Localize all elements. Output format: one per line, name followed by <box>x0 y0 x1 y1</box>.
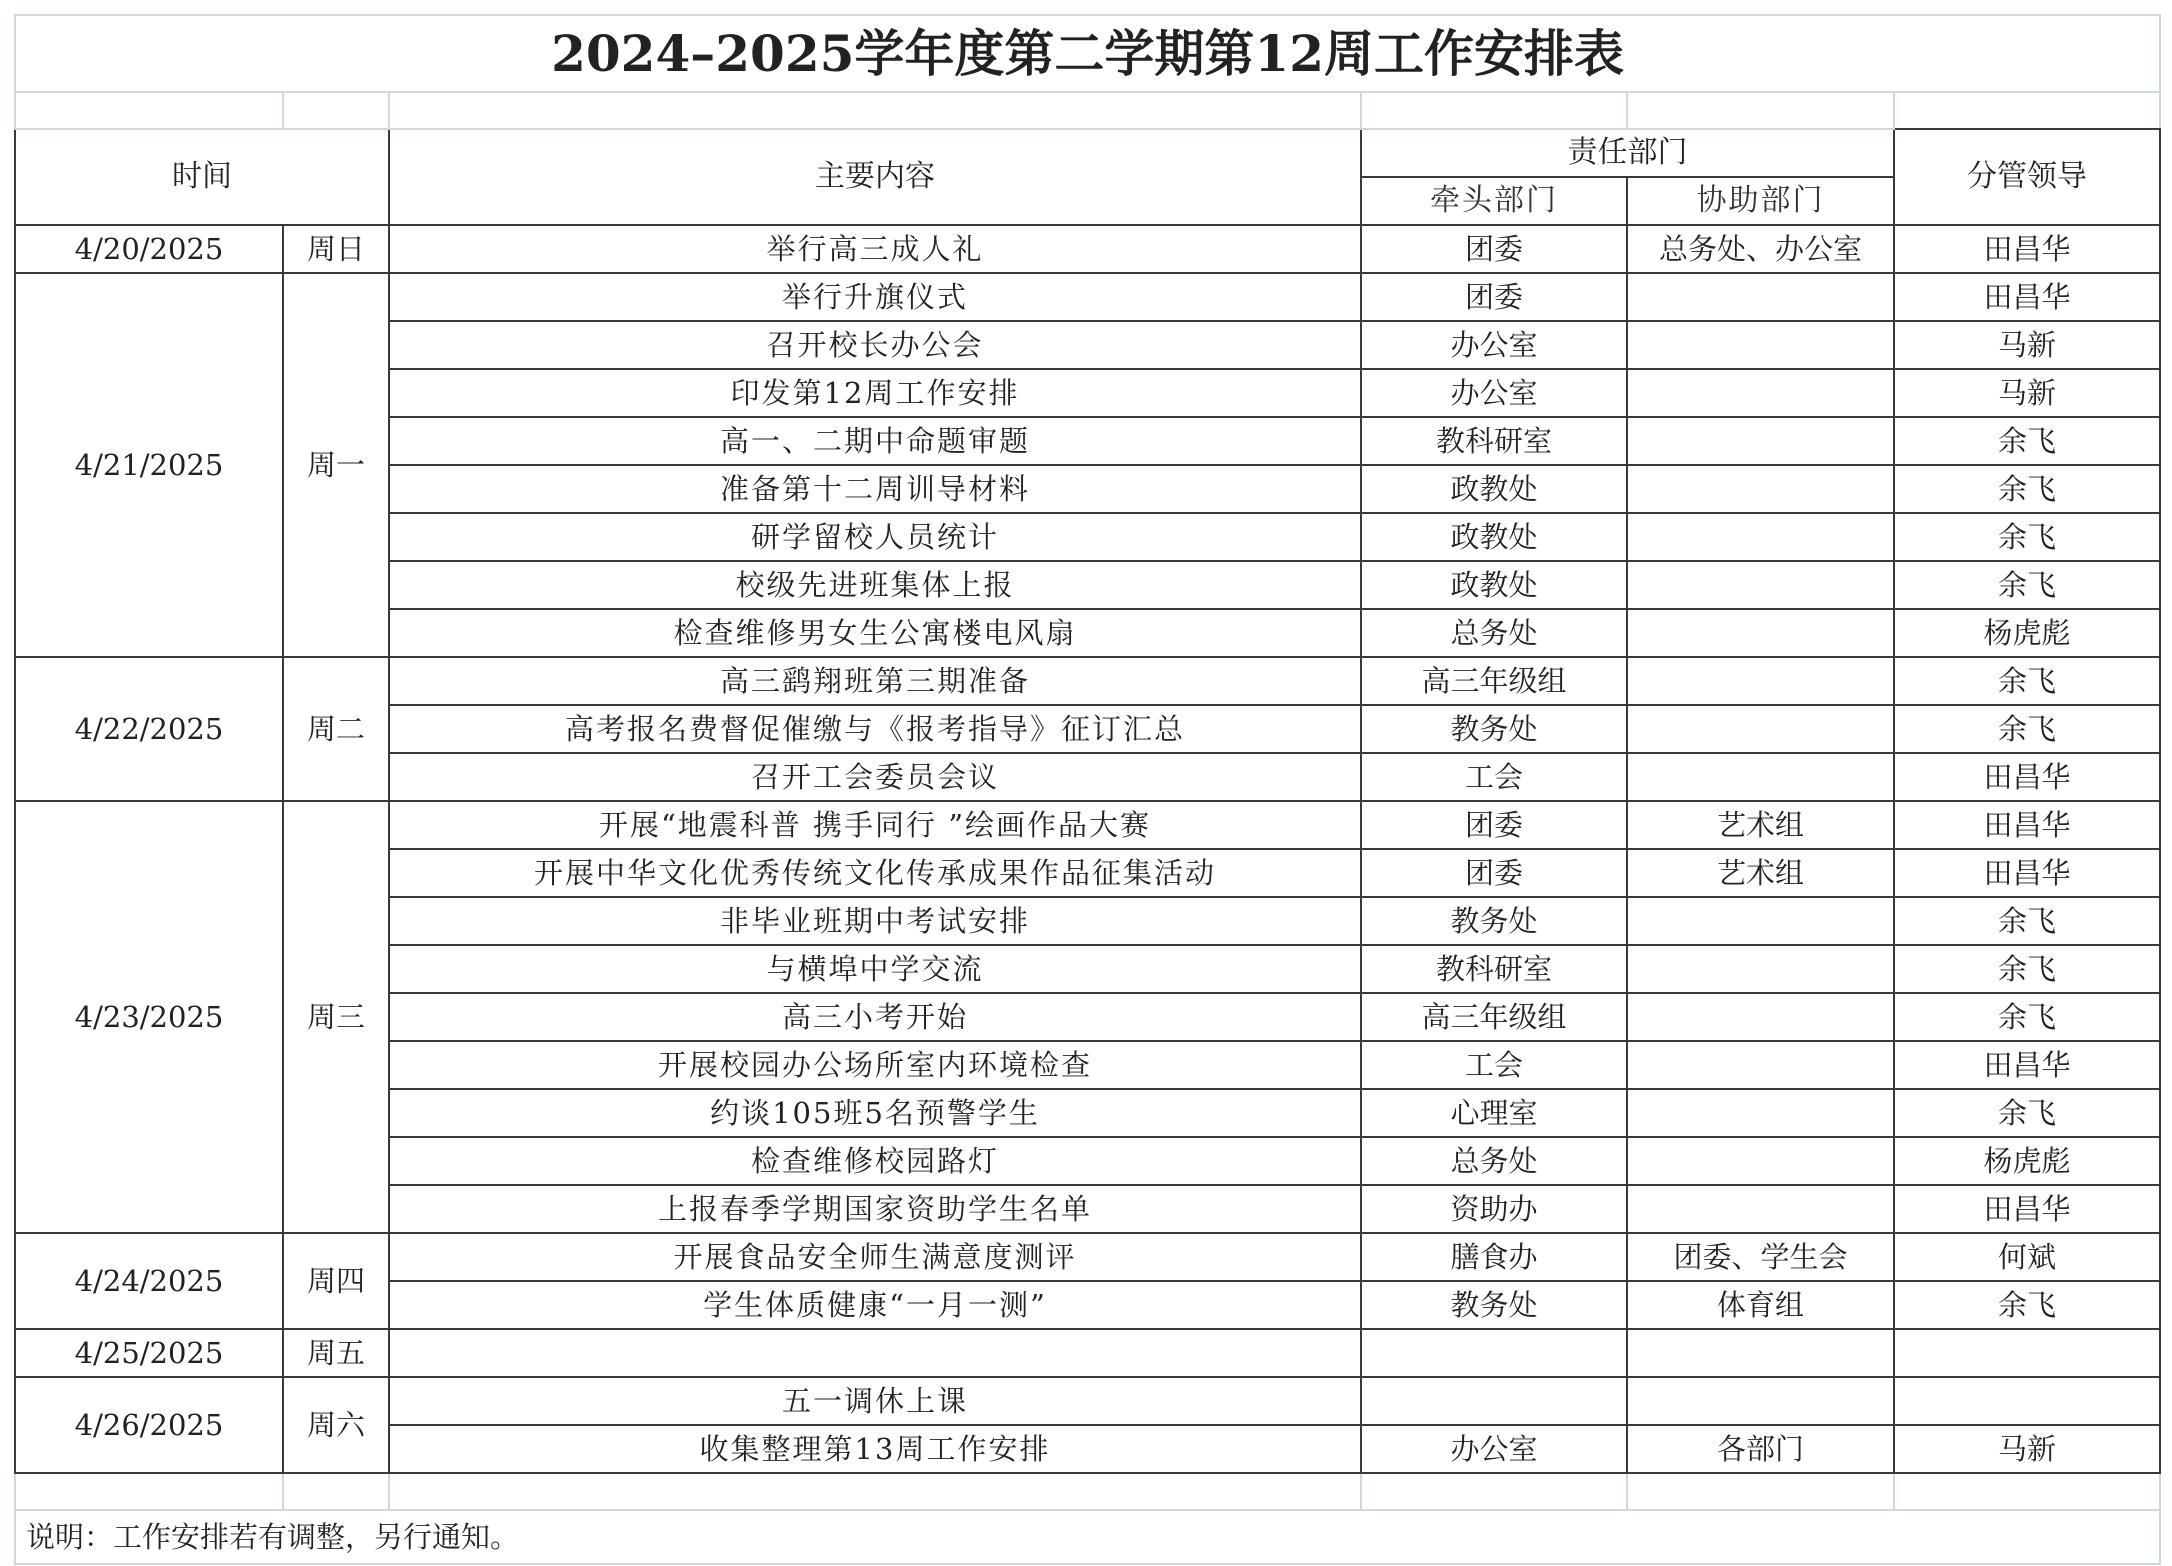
header-time: 时间 <box>15 129 389 225</box>
header-dept: 责任部门 <box>1361 129 1894 177</box>
leader-cell: 田昌华 <box>1894 801 2160 849</box>
content-cell: 与横埠中学交流 <box>389 945 1361 993</box>
weekday-cell: 周六 <box>283 1377 389 1473</box>
content-cell: 开展校园办公场所室内环境检查 <box>389 1041 1361 1089</box>
spacer-cell <box>283 1473 389 1510</box>
date-cell: 4/20/2025 <box>15 225 283 273</box>
assist-dept-cell <box>1627 1377 1894 1425</box>
content-cell: 召开校长办公会 <box>389 321 1361 369</box>
lead-dept-cell: 办公室 <box>1361 321 1627 369</box>
content-cell: 学生体质健康“一月一测” <box>389 1281 1361 1329</box>
leader-cell: 田昌华 <box>1894 753 2160 801</box>
content-cell: 高三小考开始 <box>389 993 1361 1041</box>
leader-cell <box>1894 1329 2160 1377</box>
leader-cell: 田昌华 <box>1894 273 2160 321</box>
assist-dept-cell <box>1627 513 1894 561</box>
content-cell: 举行高三成人礼 <box>389 225 1361 273</box>
content-cell: 高三鹞翔班第三期准备 <box>389 657 1361 705</box>
lead-dept-cell: 教务处 <box>1361 897 1627 945</box>
table-row <box>15 657 2160 705</box>
leader-cell: 余飞 <box>1894 1281 2160 1329</box>
assist-dept-cell: 艺术组 <box>1627 849 1894 897</box>
content-cell: 高一、二期中命题审题 <box>389 417 1361 465</box>
lead-dept-cell: 工会 <box>1361 1041 1627 1089</box>
assist-dept-cell <box>1627 417 1894 465</box>
lead-dept-cell: 高三年级组 <box>1361 657 1627 705</box>
spacer-cell <box>389 92 1361 129</box>
content-cell: 召开工会委员会议 <box>389 753 1361 801</box>
assist-dept-cell <box>1627 657 1894 705</box>
assist-dept-cell <box>1627 1089 1894 1137</box>
date-cell: 4/24/2025 <box>15 1233 283 1329</box>
assist-dept-cell <box>1627 321 1894 369</box>
leader-cell: 余飞 <box>1894 1089 2160 1137</box>
assist-dept-cell <box>1627 1329 1894 1377</box>
assist-dept-cell: 体育组 <box>1627 1281 1894 1329</box>
leader-cell: 余飞 <box>1894 465 2160 513</box>
lead-dept-cell: 资助办 <box>1361 1185 1627 1233</box>
content-cell: 开展食品安全师生满意度测评 <box>389 1233 1361 1281</box>
table-row <box>15 1329 2160 1377</box>
assist-dept-cell: 团委、学生会 <box>1627 1233 1894 1281</box>
leader-cell: 余飞 <box>1894 993 2160 1041</box>
date-cell: 4/26/2025 <box>15 1377 283 1473</box>
lead-dept-cell: 教科研室 <box>1361 945 1627 993</box>
spacer-cell <box>15 92 283 129</box>
leader-cell <box>1894 1377 2160 1425</box>
lead-dept-cell: 总务处 <box>1361 609 1627 657</box>
assist-dept-cell <box>1627 993 1894 1041</box>
spacer-cell <box>389 1473 1361 1510</box>
leader-cell: 余飞 <box>1894 561 2160 609</box>
content-cell: 开展“地震科普 携手同行 ”绘画作品大赛 <box>389 801 1361 849</box>
lead-dept-cell: 政教处 <box>1361 513 1627 561</box>
assist-dept-cell <box>1627 705 1894 753</box>
content-cell: 上报春季学期国家资助学生名单 <box>389 1185 1361 1233</box>
table-row <box>15 225 2160 273</box>
lead-dept-cell <box>1361 1377 1627 1425</box>
lead-dept-cell: 膳食办 <box>1361 1233 1627 1281</box>
content-cell: 五一调休上课 <box>389 1377 1361 1425</box>
content-cell: 研学留校人员统计 <box>389 513 1361 561</box>
assist-dept-cell <box>1627 1041 1894 1089</box>
weekday-cell: 周日 <box>283 225 389 273</box>
assist-dept-cell <box>1627 945 1894 993</box>
assist-dept-cell: 艺术组 <box>1627 801 1894 849</box>
lead-dept-cell: 教务处 <box>1361 1281 1627 1329</box>
spacer-cell <box>1627 92 1894 129</box>
leader-cell: 何斌 <box>1894 1233 2160 1281</box>
leader-cell: 余飞 <box>1894 705 2160 753</box>
lead-dept-cell: 政教处 <box>1361 561 1627 609</box>
content-cell: 检查维修校园路灯 <box>389 1137 1361 1185</box>
lead-dept-cell: 总务处 <box>1361 1137 1627 1185</box>
content-cell: 准备第十二周训导材料 <box>389 465 1361 513</box>
content-cell: 检查维修男女生公寓楼电风扇 <box>389 609 1361 657</box>
leader-cell: 田昌华 <box>1894 225 2160 273</box>
assist-dept-cell <box>1627 1137 1894 1185</box>
leader-cell: 余飞 <box>1894 417 2160 465</box>
content-cell: 高考报名费督促催缴与《报考指导》征订汇总 <box>389 705 1361 753</box>
content-cell <box>389 1329 1361 1377</box>
leader-cell: 田昌华 <box>1894 849 2160 897</box>
header-leader: 分管领导 <box>1894 129 2160 225</box>
assist-dept-cell: 总务处、办公室 <box>1627 225 1894 273</box>
weekday-cell: 周四 <box>283 1233 389 1329</box>
table-row <box>15 1377 2160 1425</box>
date-cell: 4/22/2025 <box>15 657 283 801</box>
leader-cell: 杨虎彪 <box>1894 1137 2160 1185</box>
page-title: 2024–2025学年度第二学期第12周工作安排表 <box>15 15 2160 92</box>
weekday-cell: 周一 <box>283 273 389 657</box>
lead-dept-cell: 团委 <box>1361 225 1627 273</box>
lead-dept-cell: 办公室 <box>1361 369 1627 417</box>
lead-dept-cell: 团委 <box>1361 273 1627 321</box>
leader-cell: 余飞 <box>1894 897 2160 945</box>
footnote: 说明：工作安排若有调整，另行通知。 <box>15 1510 2160 1564</box>
leader-cell: 田昌华 <box>1894 1041 2160 1089</box>
assist-dept-cell <box>1627 465 1894 513</box>
spacer-cell <box>15 1473 283 1510</box>
table-body <box>15 15 2160 1564</box>
lead-dept-cell: 心理室 <box>1361 1089 1627 1137</box>
spacer-cell <box>283 92 389 129</box>
leader-cell: 马新 <box>1894 369 2160 417</box>
table-row <box>15 801 2160 849</box>
work-schedule-table <box>14 14 2161 1565</box>
assist-dept-cell <box>1627 753 1894 801</box>
content-cell: 收集整理第13周工作安排 <box>389 1425 1361 1473</box>
assist-dept-cell: 各部门 <box>1627 1425 1894 1473</box>
assist-dept-cell <box>1627 897 1894 945</box>
weekday-cell: 周三 <box>283 801 389 1233</box>
leader-cell: 马新 <box>1894 1425 2160 1473</box>
lead-dept-cell: 教科研室 <box>1361 417 1627 465</box>
assist-dept-cell <box>1627 1185 1894 1233</box>
lead-dept-cell: 团委 <box>1361 849 1627 897</box>
content-cell: 约谈105班5名预警学生 <box>389 1089 1361 1137</box>
weekday-cell: 周二 <box>283 657 389 801</box>
content-cell: 举行升旗仪式 <box>389 273 1361 321</box>
spacer-cell <box>1894 1473 2160 1510</box>
lead-dept-cell: 政教处 <box>1361 465 1627 513</box>
lead-dept-cell: 高三年级组 <box>1361 993 1627 1041</box>
assist-dept-cell <box>1627 273 1894 321</box>
table-row <box>15 273 2160 321</box>
spacer-cell <box>1894 92 2160 129</box>
lead-dept-cell <box>1361 1329 1627 1377</box>
content-cell: 印发第12周工作安排 <box>389 369 1361 417</box>
spacer-cell <box>1361 92 1627 129</box>
header-content: 主要内容 <box>389 129 1361 225</box>
header-lead-dept: 牵头部门 <box>1361 177 1627 225</box>
content-cell: 非毕业班期中考试安排 <box>389 897 1361 945</box>
content-cell: 开展中华文化优秀传统文化传承成果作品征集活动 <box>389 849 1361 897</box>
spacer-cell <box>1627 1473 1894 1510</box>
content-cell: 校级先进班集体上报 <box>389 561 1361 609</box>
lead-dept-cell: 教务处 <box>1361 705 1627 753</box>
leader-cell: 余飞 <box>1894 657 2160 705</box>
assist-dept-cell <box>1627 609 1894 657</box>
weekday-cell: 周五 <box>283 1329 389 1377</box>
leader-cell: 杨虎彪 <box>1894 609 2160 657</box>
assist-dept-cell <box>1627 369 1894 417</box>
spacer-cell <box>1361 1473 1627 1510</box>
date-cell: 4/25/2025 <box>15 1329 283 1377</box>
leader-cell: 马新 <box>1894 321 2160 369</box>
date-cell: 4/23/2025 <box>15 801 283 1233</box>
leader-cell: 田昌华 <box>1894 1185 2160 1233</box>
date-cell: 4/21/2025 <box>15 273 283 657</box>
leader-cell: 余飞 <box>1894 513 2160 561</box>
lead-dept-cell: 办公室 <box>1361 1425 1627 1473</box>
lead-dept-cell: 工会 <box>1361 753 1627 801</box>
assist-dept-cell <box>1627 561 1894 609</box>
header-assist-dept: 协助部门 <box>1627 177 1894 225</box>
table-row <box>15 1233 2160 1281</box>
lead-dept-cell: 团委 <box>1361 801 1627 849</box>
leader-cell: 余飞 <box>1894 945 2160 993</box>
